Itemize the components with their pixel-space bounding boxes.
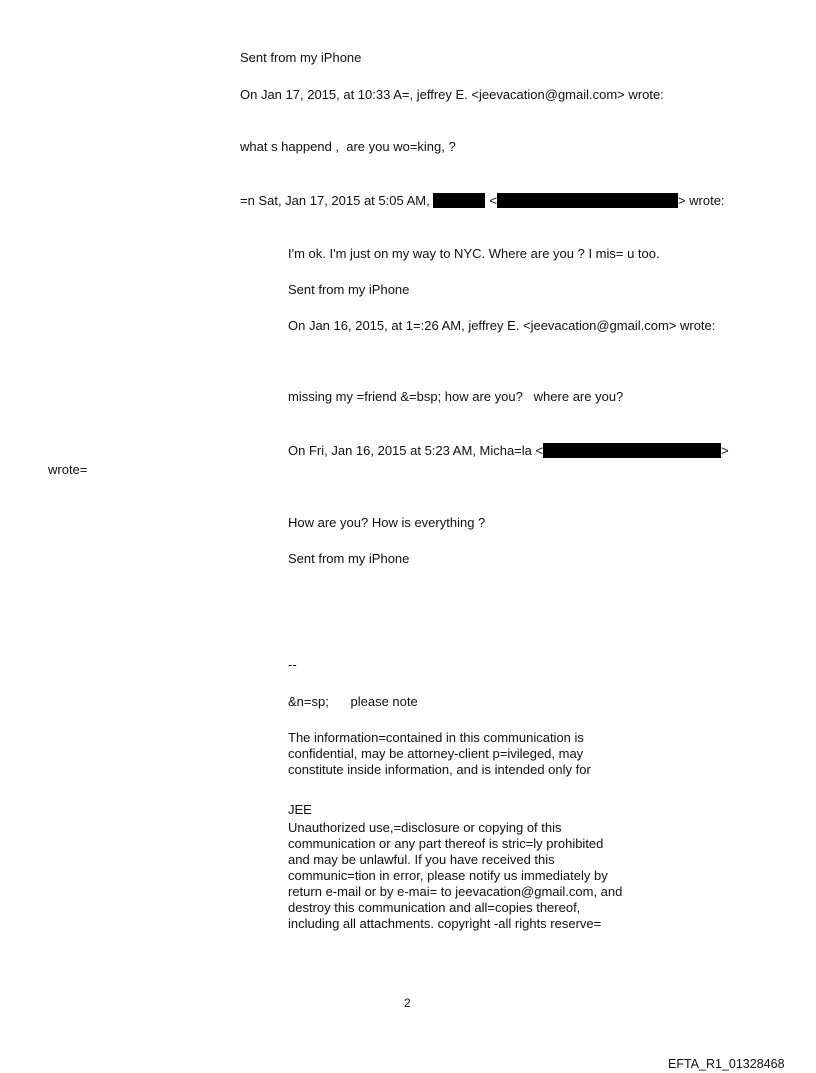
notice-line: communic=tion in error, please notify us immediately by [288,868,608,883]
notice-line: Unauthorized use,=disclosure or copying of this [288,820,562,835]
sent-from-iphone-2: Sent from my iPhone [288,282,410,297]
notice-line: communication or any part thereof is stric=ly prohibited [288,836,604,851]
confidentiality-line: constitute inside information, and is intended only for [288,762,591,777]
redaction-box [497,193,678,208]
message-missing: missing my =friend &=bsp; how are you? where are you? [288,389,624,404]
reply-header-fri-prefix: On Fri, Jan 16, 2015 at 5:23 AM, Micha=la < [288,443,544,458]
signature-separator: -- [288,657,297,672]
reply-header-sat-prefix: =n Sat, Jan 17, 2015 at 5:05 AM, [240,193,434,208]
jee-label: JEE [288,802,312,817]
redaction-box [433,193,485,208]
reply-header-fri [288,443,729,459]
reply-header-jan17: On Jan 17, 2015, at 10:33 A=, jeffrey E. <jeevacation@gmail.com> wrote: [240,87,664,102]
reply-header-sat [240,193,725,209]
message-whats-happened: what s happend , are you wo=king, ? [240,139,456,154]
sent-from-iphone-3: Sent from my iPhone [288,551,410,566]
unauthorized-use-notice [288,820,648,932]
message-how-are-you: How are you? How is everything ? [288,515,486,530]
reply-header-wrote: wrote= [48,462,88,477]
confidentiality-line: The information=contained in this communication is [288,730,584,745]
message-im-ok: I'm ok. I'm just on my way to NYC. Where are you ? I mis= u too. [288,246,660,261]
reply-header-sat-suffix: > wrote: [677,193,725,208]
please-note-line: &n=sp; please note [288,694,418,709]
confidentiality-notice [288,730,648,778]
notice-line: return e-mail or by e-mai= to jeevacation@gmail.com, and [288,884,623,899]
reply-header-jan16: On Jan 16, 2015, at 1=:26 AM, jeffrey E. <jeevacation@gmail.com> wrote: [288,318,716,333]
notice-line: including all attachments. copyright -all rights reserve= [288,916,602,931]
confidentiality-line: confidential, may be attorney-client p=ivileged, may [288,746,584,761]
notice-line: destroy this communication and all=copies thereof, [288,900,581,915]
page-number: 2 [404,996,411,1010]
notice-line: and may be unlawful. If you have received this [288,852,555,867]
redaction-box [543,443,721,458]
sent-from-iphone-1: Sent from my iPhone [240,50,362,65]
reply-header-fri-suffix: > [721,443,729,458]
document-id: EFTA_R1_01328468 [668,1057,785,1071]
reply-header-sat-lt: < [489,193,497,208]
